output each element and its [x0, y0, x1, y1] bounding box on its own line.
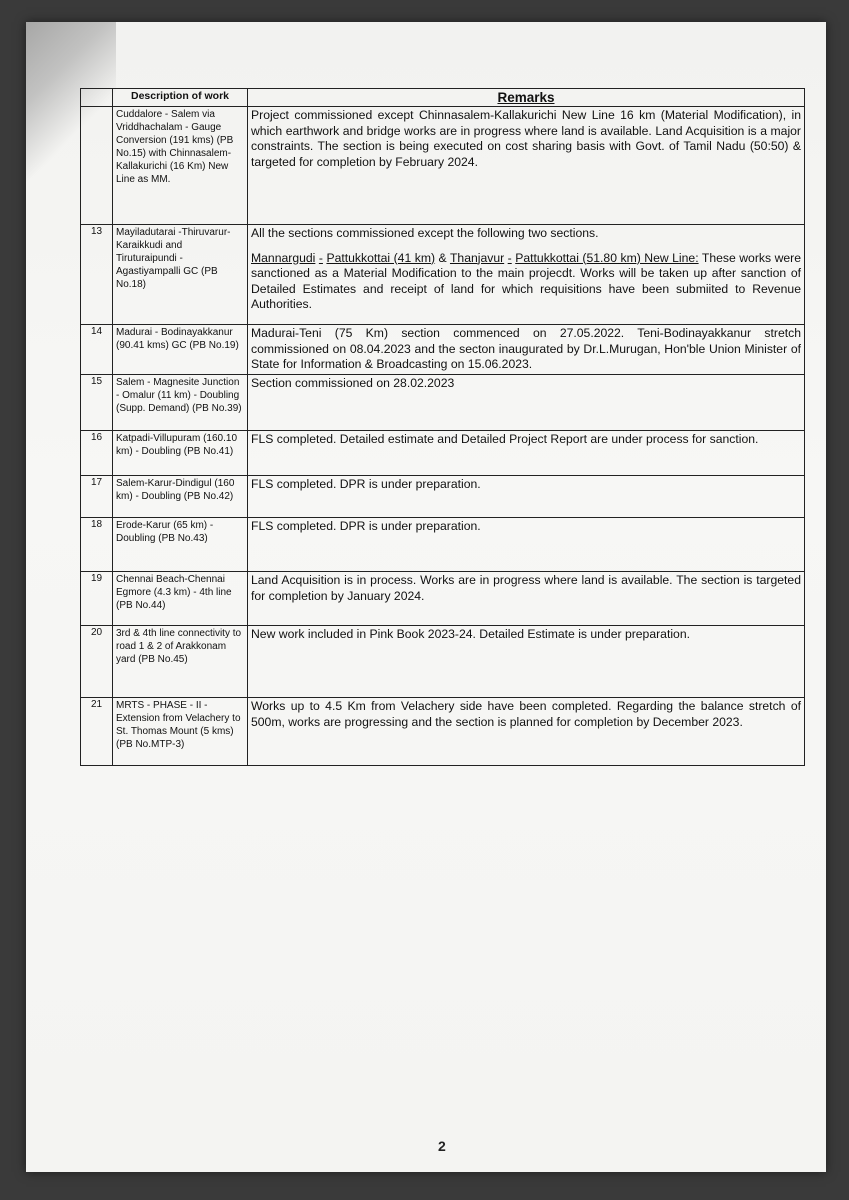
- table-row: [81, 626, 805, 698]
- header-remarks: Remarks: [248, 89, 805, 107]
- work-remarks: Works up to 4.5 Km from Velachery side have been completed. Regarding the balance stretch of 500m, works are progressing and the section is planned for completion by December 2023.: [248, 698, 805, 766]
- serial-no: 13: [81, 225, 113, 325]
- header-serial-no: [81, 89, 113, 107]
- table-row: [81, 698, 805, 766]
- work-description: Chennai Beach-Chennai Egmore (4.3 km) - 4th line (PB No.44): [113, 572, 248, 626]
- work-remarks: FLS completed. Detailed estimate and Detailed Project Report are under process for sanction.: [248, 431, 805, 476]
- serial-no: 19: [81, 572, 113, 626]
- work-description: Salem-Karur-Dindigul (160 km) - Doubling (PB No.42): [113, 476, 248, 518]
- work-description: Cuddalore - Salem via Vriddhachalam - Gauge Conversion (191 kms) (PB No.15) with Chinnasalem-Kallakurichi (16 Km) New Line as MM.: [113, 107, 248, 225]
- work-remarks: Project commissioned except Chinnasalem-Kallakurichi New Line 16 km (Material Modification), in which earthwork and bridge works are in progress where land is available. Land Acquisition is a major constraints. The section is being executed on cost sharing basis with Govt. of Tamil Nadu (50:50) & targeted for completion by February 2024.: [248, 107, 805, 225]
- page-number: 2: [438, 1138, 446, 1154]
- table-row: [81, 107, 805, 225]
- works-status-table: [80, 88, 805, 766]
- work-description: Madurai - Bodinayakkanur (90.41 kms) GC (PB No.19): [113, 325, 248, 375]
- work-description: Katpadi-Villupuram (160.10 km) - Doubling (PB No.41): [113, 431, 248, 476]
- work-description: Salem - Magnesite Junction - Omalur (11 km) - Doubling (Supp. Demand) (PB No.39): [113, 375, 248, 431]
- work-description: MRTS - PHASE - II - Extension from Velachery to St. Thomas Mount (5 kms) (PB No.MTP-3): [113, 698, 248, 766]
- remarks-intro: All the sections commissioned except the following two sections.: [251, 226, 599, 240]
- serial-no: 21: [81, 698, 113, 766]
- work-remarks: [248, 225, 805, 325]
- segment-pattukkottai-41: Pattukkottai (41 km): [326, 250, 436, 265]
- table-row: [81, 476, 805, 518]
- serial-no: 16: [81, 431, 113, 476]
- header-description: Description of work: [113, 89, 248, 107]
- work-remarks: Madurai-Teni (75 Km) section commenced on 27.05.2022. Teni-Bodinayakkanur stretch commissioned on 08.04.2023 and the secton inaugurated by Dr.L.Murugan, Hon'ble Union Minister of State for Information & Broadcasting on 15.06.2023.: [248, 325, 805, 375]
- serial-no: 20: [81, 626, 113, 698]
- segment-mannargudi: Mannargudi: [251, 250, 316, 265]
- table-row: [81, 375, 805, 431]
- remarks-detail: Mannargudi - Pattukkottai (41 km) & Thanjavur - Pattukkottai (51.80 km) New Line: These works were sanctioned as a Material Modification to the main projecdt. Works will be taken up after sanction of Detailed Estimates and receipt of land for which requisitions have been submiited to Revenue Authorities.: [251, 250, 801, 311]
- table-row: [81, 572, 805, 626]
- serial-no: 15: [81, 375, 113, 431]
- serial-no: 14: [81, 325, 113, 375]
- table-row: [81, 518, 805, 572]
- table-row: [81, 225, 805, 325]
- work-remarks: FLS completed. DPR is under preparation.: [248, 518, 805, 572]
- work-remarks: New work included in Pink Book 2023-24. Detailed Estimate is under preparation.: [248, 626, 805, 698]
- segment-thanjavur: Thanjavur: [449, 250, 505, 265]
- work-description: Erode-Karur (65 km) - Doubling (PB No.43): [113, 518, 248, 572]
- table-row: [81, 431, 805, 476]
- work-remarks: Land Acquisition is in process. Works are in progress where land is available. The section is targeted for completion by January 2024.: [248, 572, 805, 626]
- table-row: [81, 325, 805, 375]
- segment-pattukkottai-51: Pattukkottai (51.80 km) New Line:: [515, 250, 699, 265]
- work-remarks: Section commissioned on 28.02.2023: [248, 375, 805, 431]
- work-description: 3rd & 4th line connectivity to road 1 & 2 of Arakkonam yard (PB No.45): [113, 626, 248, 698]
- remarks-rest: These works were sanctioned as a Material Modification to the main projecdt. Works will be taken up after sanction of Detailed Estimates and receipt of land for which requisitions have been submiited to Revenue Authorities.: [251, 250, 801, 311]
- work-remarks: FLS completed. DPR is under preparation.: [248, 476, 805, 518]
- work-description: Mayiladutarai -Thiruvarur-Karaikkudi and Tiruturaipundi - Agastiyampalli GC (PB No.18): [113, 225, 248, 325]
- serial-no: 18: [81, 518, 113, 572]
- table-header-row: [81, 89, 805, 107]
- serial-no: 17: [81, 476, 113, 518]
- serial-no: [81, 107, 113, 225]
